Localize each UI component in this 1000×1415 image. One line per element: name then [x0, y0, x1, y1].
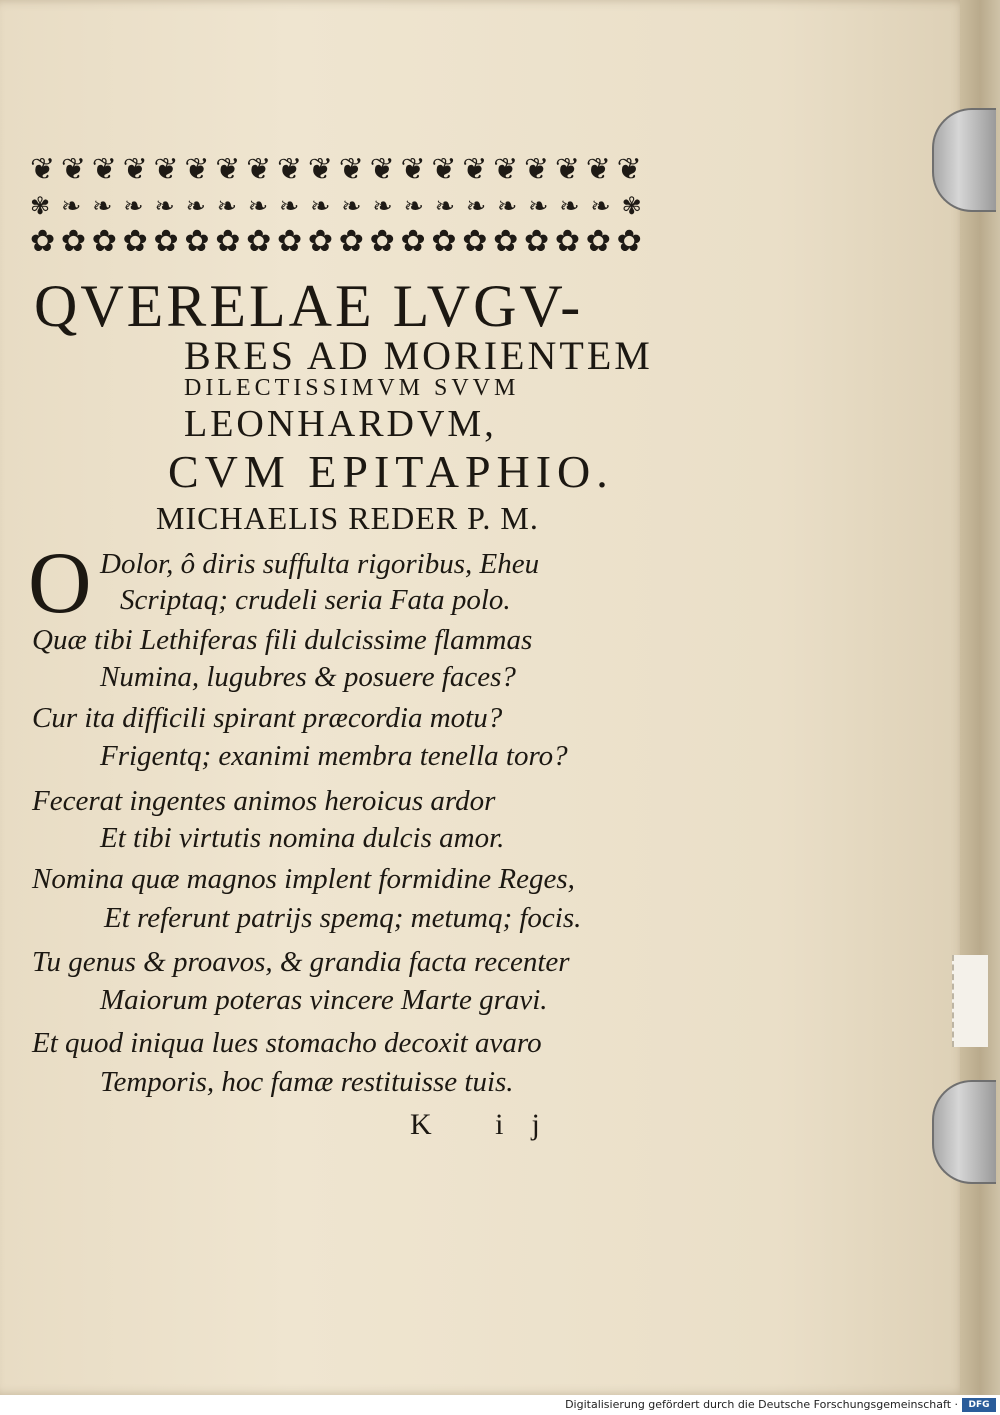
verse-line: Dolor, ô diris suffulta rigoribus, Eheu: [100, 548, 540, 580]
title-line-2: BRES AD MORIENTEM: [184, 333, 653, 378]
dfg-logo: DFG: [962, 1398, 996, 1412]
binding-clip-icon: [932, 108, 996, 212]
verse-line: Quæ tibi Lethiferas fili dulcissime flammas: [32, 624, 533, 656]
verse-line: Frigentq; exanimi membra tenella toro?: [100, 740, 568, 772]
author-line: MICHAELIS REDER P. M.: [156, 500, 539, 536]
signature-mark: K ij: [410, 1108, 568, 1141]
ornament-row: ✿ ✿ ✿ ✿ ✿ ✿ ✿ ✿ ✿ ✿ ✿ ✿ ✿ ✿ ✿ ✿ ✿ ✿ ✿ ✿: [30, 224, 642, 259]
title-line-5: CVM EPITAPHIO.: [168, 446, 614, 497]
verse-line: Numina, lugubres & posuere faces?: [100, 661, 516, 693]
verse-line: Et tibi virtutis nomina dulcis amor.: [100, 822, 505, 854]
verse-line: Et referunt patrijs spemq; metumq; focis.: [104, 902, 582, 934]
paper-tab: [952, 955, 988, 1047]
verse-line: Scriptaq; crudeli seria Fata polo.: [120, 584, 511, 616]
verse-line: Tu genus & proavos, & grandia facta recenter: [32, 946, 570, 978]
verse-line: Maiorum poteras vincere Marte gravi.: [100, 984, 548, 1016]
verse-line: Cur ita difficili spirant præcordia motu?: [32, 702, 503, 734]
verse-line: Nomina quæ magnos implent formidine Reges,: [32, 863, 575, 895]
verse-line: Fecerat ingentes animos heroicus ardor: [32, 785, 496, 817]
title-line-4: LEONHARDVM,: [184, 403, 497, 445]
ornament-row: ❦ ❦ ❦ ❦ ❦ ❦ ❦ ❦ ❦ ❦ ❦ ❦ ❦ ❦ ❦ ❦ ❦ ❦ ❦ ❦: [30, 152, 642, 187]
title-line-3: DILECTISSIMVM SVVM: [184, 375, 520, 401]
verse-line: Temporis, hoc famæ restituisse tuis.: [100, 1066, 514, 1098]
funding-notice: Digitalisierung gefördert durch die Deutsche Forschungsgemeinschaft ·: [565, 1398, 958, 1411]
title-line-1: QVERELAE LVGV-: [34, 273, 584, 339]
drop-cap: O: [28, 535, 92, 632]
ornament-border: [30, 152, 642, 260]
verse-line: Et quod iniqua lues stomacho decoxit avaro: [32, 1027, 542, 1059]
binding-clip-icon: [932, 1080, 996, 1184]
ornament-row: ✾ ❧ ❧ ❧ ❧ ❧ ❧ ❧ ❧ ❧ ❧ ❧ ❧ ❧ ❧ ❧ ❧ ❧ ❧ ✾: [30, 192, 642, 220]
